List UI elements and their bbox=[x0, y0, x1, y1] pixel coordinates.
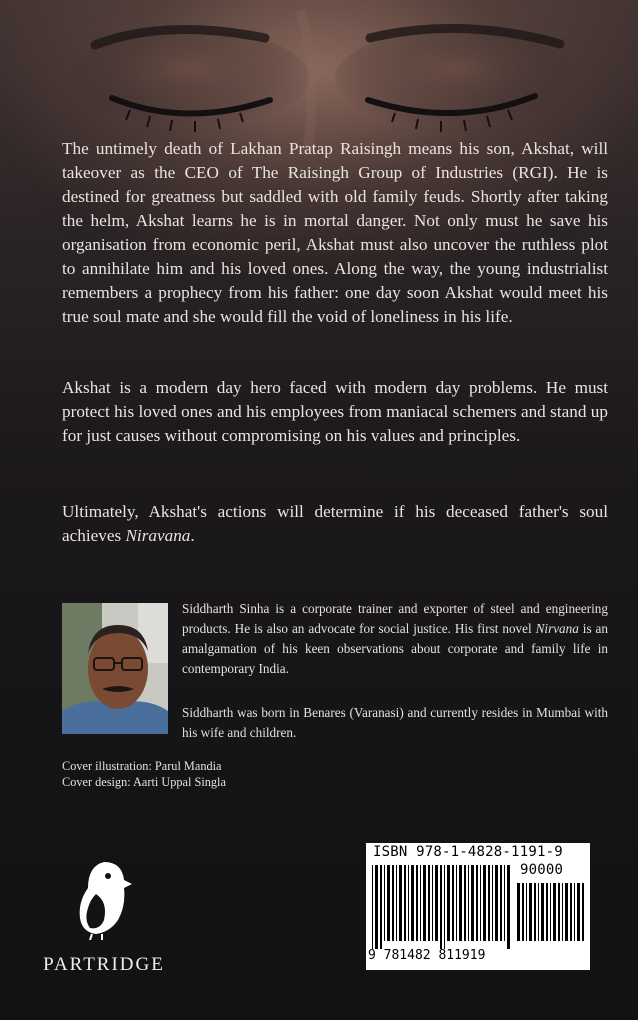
author-bio-text-end: is an amalgamation of his keen observations about corporate and family life in contemporary India. bbox=[182, 621, 608, 676]
cover-design-credit: Cover design: Aarti Uppal Singla bbox=[62, 775, 226, 789]
barcode-bars bbox=[371, 865, 513, 949]
barcode-digits: 9 781482 811919 bbox=[368, 948, 486, 963]
cover-credits bbox=[62, 758, 226, 790]
blurb-paragraph-3-text: Ultimately, Akshat's actions will determine if his deceased father's soul achieves bbox=[62, 502, 608, 545]
blurb-paragraph-2: Akshat is a modern day hero faced with modern day problems. He must protect his loved ones and his employees from maniacal schemers and stand up for just causes without compromising on his values and principles. bbox=[62, 378, 608, 445]
author-bio-paragraph-1 bbox=[182, 599, 608, 679]
author-photo bbox=[62, 603, 168, 734]
blurb-paragraph-3 bbox=[62, 500, 608, 548]
barcode-addon-digits: 90000 bbox=[520, 862, 564, 878]
publisher-name: PARTRIDGE bbox=[43, 954, 165, 975]
blurb-paragraph-3-italic: Niravana bbox=[125, 526, 191, 545]
blurb-paragraph-1: The untimely death of Lakhan Pratap Raisingh means his son, Akshat, will takeover as the CEO of The Raisingh Group of Industries (RGI). He is destined for greatness but saddled with old family feuds. Shortly after taking the helm, Akshat learns he is in mortal danger. Not only must he save his organisation from economic peril, Akshat must also uncover the ruthless plot to annihilate him and his loved ones. Along the way, the young industrialist remembers a prophecy from his father: one day soon Akshat would meet his true soul mate and she would fill the void of loneliness in his life. bbox=[62, 139, 608, 326]
partridge-bird-icon bbox=[74, 858, 134, 940]
author-bio-paragraph-2: Siddharth was born in Benares (Varanasi) and currently resides in Mumbai with his wife and children. bbox=[182, 705, 608, 740]
author-bio-text: Siddharth Sinha is a corporate trainer and exporter of steel and engineering products. He is also an advocate for social justice. His first novel bbox=[182, 601, 608, 636]
isbn-barcode bbox=[366, 843, 590, 970]
barcode-addon-bars bbox=[516, 883, 586, 949]
author-novel-title: Nirvana bbox=[535, 621, 579, 636]
cover-illustration-credit: Cover illustration: Parul Mandia bbox=[62, 759, 222, 773]
isbn-label: ISBN 978-1-4828-1191-9 bbox=[373, 844, 563, 860]
blurb-paragraph-3-end: . bbox=[190, 526, 195, 545]
